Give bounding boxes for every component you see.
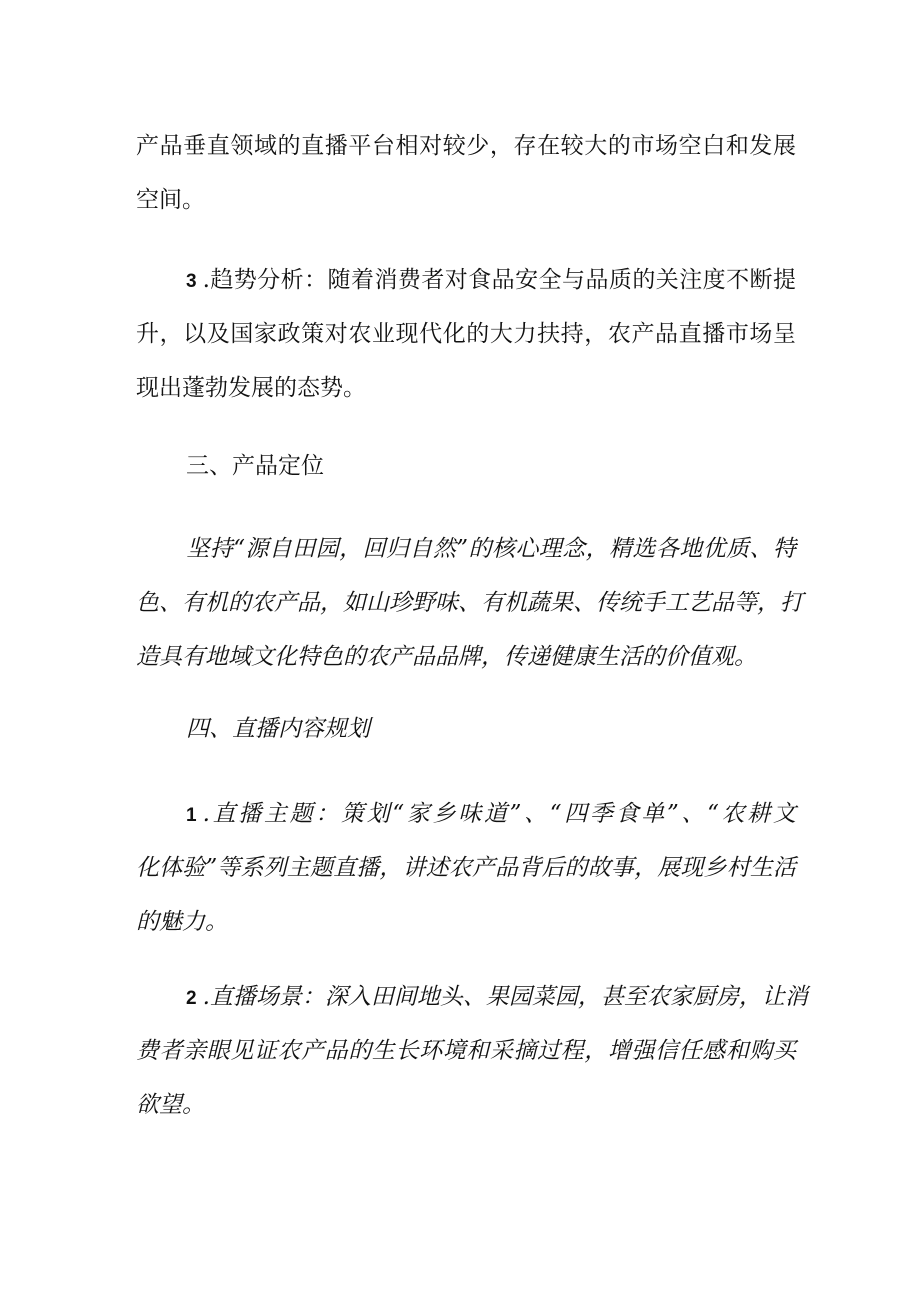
paragraph-line-indented — [136, 538, 796, 561]
paragraph-product-positioning — [136, 536, 803, 670]
paragraph-line — [136, 857, 796, 880]
paragraph-line-text: 欲望。 — [136, 1092, 205, 1118]
item-number: 2 — [186, 988, 197, 1009]
paragraph-line — [136, 590, 803, 616]
paragraph-line-text: 坚持“源自田园，回归自然”的核心理念，精选各地优质、特 — [186, 536, 796, 562]
paragraph-line-text: 色、有机的农产品，如山珍野味、有机蔬果、传统手工艺品等，打 — [136, 590, 803, 616]
section-heading-live-content-plan: 四、直播内容规划 — [186, 716, 370, 742]
paragraph-line-numbered — [136, 984, 808, 1010]
paragraph-line — [136, 911, 796, 934]
paragraph-live-scene — [136, 984, 808, 1118]
paragraph-line — [136, 646, 796, 669]
paragraph-market-gap — [136, 135, 796, 212]
paragraph-line: 现出蓬勃发展的态势。 — [136, 375, 366, 401]
paragraph-trend-analysis — [136, 269, 796, 400]
paragraph-live-theme — [136, 803, 796, 934]
paragraph-line-text: 化体验”等系列主题直播，讲述农产品背后的故事，展现乡村生活 — [136, 855, 796, 881]
paragraph-line — [136, 1040, 796, 1063]
section-heading-product-positioning: 三、产品定位 — [186, 453, 324, 479]
paragraph-line-numbered — [136, 269, 796, 292]
paragraph-line-text: .直播主题：策划“家乡味道”、“四季食单”、“农耕文 — [202, 801, 796, 827]
paragraph-line-text: 的魅力。 — [136, 909, 228, 935]
paragraph-line-text: .趋势分析：随着消费者对食品安全与品质的关注度不断提 — [202, 267, 796, 293]
paragraph-line-text: .直播场景：深入田间地头、果园菜园，甚至农家厨房，让消 — [202, 984, 808, 1010]
paragraph-line: 空间。 — [136, 187, 205, 213]
paragraph-line: 产品垂直领域的直播平台相对较少，存在较大的市场空白和发展 — [136, 133, 796, 159]
paragraph-line — [136, 1094, 796, 1117]
paragraph-line-numbered — [136, 803, 796, 826]
paragraph-line: 升，以及国家政策对农业现代化的大力扶持，农产品直播市场呈 — [136, 321, 796, 347]
item-number: 1 — [186, 805, 197, 826]
paragraph-line-text: 费者亲眼见证农产品的生长环境和采摘过程，增强信任感和购买 — [136, 1038, 796, 1064]
item-number: 3 — [186, 271, 197, 292]
paragraph-line-text: 造具有地域文化特色的农产品品牌，传递健康生活的价值观。 — [136, 644, 757, 670]
